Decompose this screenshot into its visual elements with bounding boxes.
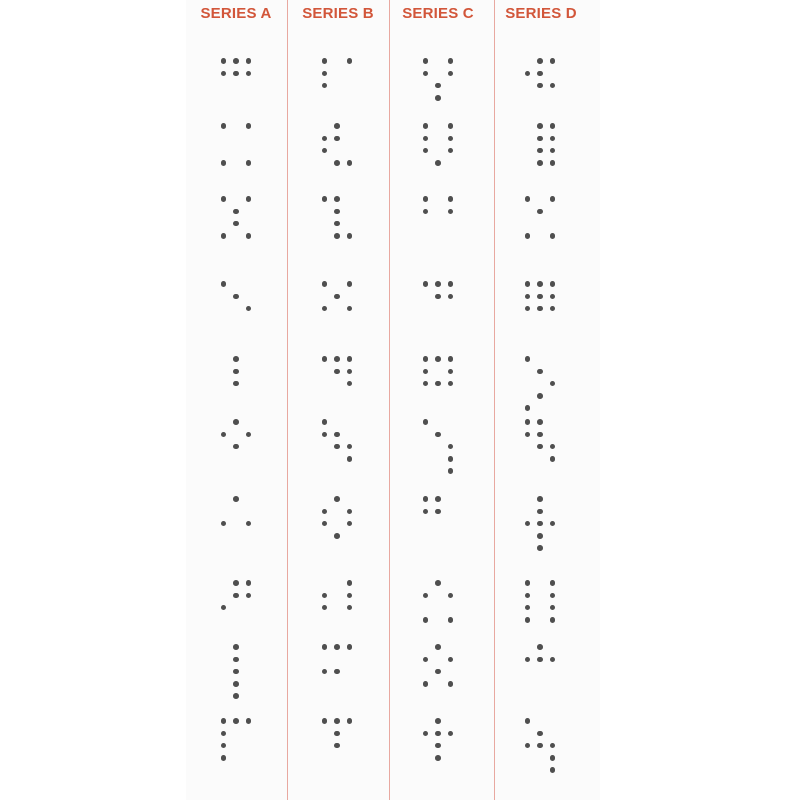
dot: [334, 123, 340, 129]
dot: [347, 356, 353, 362]
dot: [537, 731, 543, 737]
dot: [246, 58, 252, 64]
dot: [550, 755, 556, 761]
dot: [448, 281, 454, 287]
dot: [537, 496, 543, 502]
dot: [246, 123, 252, 129]
dot: [334, 196, 340, 202]
dot: [347, 281, 353, 287]
series-b-header: SERIES B: [302, 5, 374, 22]
dot: [246, 160, 252, 166]
dot: [448, 456, 454, 462]
dot: [550, 136, 556, 142]
dot: [233, 419, 239, 425]
dot: [347, 593, 353, 599]
dot: [537, 545, 543, 551]
dot: [233, 369, 239, 375]
dot: [537, 136, 543, 142]
dot: [246, 196, 252, 202]
dot: [233, 496, 239, 502]
dot: [233, 209, 239, 215]
dot: [435, 95, 441, 101]
dot: [448, 593, 454, 599]
series-d-header: SERIES D: [505, 5, 577, 22]
dot: [550, 617, 556, 623]
dot: [550, 233, 556, 239]
dot: [550, 580, 556, 586]
dot: [334, 294, 340, 300]
dot: [550, 160, 556, 166]
dot: [347, 580, 353, 586]
dot: [233, 294, 239, 300]
column-divider: [287, 0, 288, 800]
dot: [537, 123, 543, 129]
dot: [233, 71, 239, 77]
dot: [537, 644, 543, 650]
dot: [347, 160, 353, 166]
dot: [537, 160, 543, 166]
dot: [448, 196, 454, 202]
dot: [435, 731, 441, 737]
dot: [537, 281, 543, 287]
dot: [334, 496, 340, 502]
dot: [347, 509, 353, 515]
dot: [550, 58, 556, 64]
dot: [435, 496, 441, 502]
dot: [448, 58, 454, 64]
dot: [537, 393, 543, 399]
dot: [537, 58, 543, 64]
dot: [435, 160, 441, 166]
dot: [233, 593, 239, 599]
dot: [246, 432, 252, 438]
dot: [233, 657, 239, 663]
dot: [537, 533, 543, 539]
dot: [448, 617, 454, 623]
dot: [334, 718, 340, 724]
dot: [448, 356, 454, 362]
dot: [448, 468, 454, 474]
dot: [435, 356, 441, 362]
dot: [537, 71, 543, 77]
dot: [334, 731, 340, 737]
dot: [233, 693, 239, 699]
dot: [233, 718, 239, 724]
dot: [537, 419, 543, 425]
dot: [537, 369, 543, 375]
dot: [347, 718, 353, 724]
dot: [347, 644, 353, 650]
dot: [246, 233, 252, 239]
dot: [537, 432, 543, 438]
dot: [435, 281, 441, 287]
series-board: [186, 0, 600, 800]
dot: [448, 681, 454, 687]
column-divider: [389, 0, 390, 800]
dot: [435, 509, 441, 515]
dot: [334, 369, 340, 375]
dot: [537, 509, 543, 515]
dot: [347, 456, 353, 462]
dot: [334, 356, 340, 362]
dot: [334, 432, 340, 438]
dot: [448, 71, 454, 77]
dot: [435, 718, 441, 724]
dot: [435, 755, 441, 761]
dot: [435, 294, 441, 300]
dot: [550, 593, 556, 599]
dot: [550, 196, 556, 202]
dot: [550, 281, 556, 287]
dot: [233, 356, 239, 362]
dot: [233, 644, 239, 650]
dot: [550, 294, 556, 300]
dot: [334, 160, 340, 166]
dot: [448, 136, 454, 142]
series-c-header: SERIES C: [402, 5, 474, 22]
dot: [550, 123, 556, 129]
dot: [347, 58, 353, 64]
dot: [334, 233, 340, 239]
dot: [435, 432, 441, 438]
dot: [246, 593, 252, 599]
dot: [334, 533, 340, 539]
dot: [550, 456, 556, 462]
dot: [448, 731, 454, 737]
dot: [537, 209, 543, 215]
dot: [233, 580, 239, 586]
dot: [448, 657, 454, 663]
dot: [550, 657, 556, 663]
series-a-header: SERIES A: [200, 5, 272, 22]
dot: [246, 71, 252, 77]
dot: [347, 233, 353, 239]
dot: [347, 369, 353, 375]
dot: [435, 644, 441, 650]
dot: [537, 657, 543, 663]
dot: [435, 580, 441, 586]
dot: [246, 718, 252, 724]
column-divider: [494, 0, 495, 800]
dot: [233, 681, 239, 687]
dot: [233, 58, 239, 64]
dot: [448, 369, 454, 375]
dot: [448, 209, 454, 215]
dot: [448, 294, 454, 300]
dot: [537, 294, 543, 300]
dot: [334, 136, 340, 142]
dot: [334, 644, 340, 650]
dot: [550, 767, 556, 773]
dot: [334, 209, 340, 215]
dot: [246, 580, 252, 586]
dot: [448, 123, 454, 129]
